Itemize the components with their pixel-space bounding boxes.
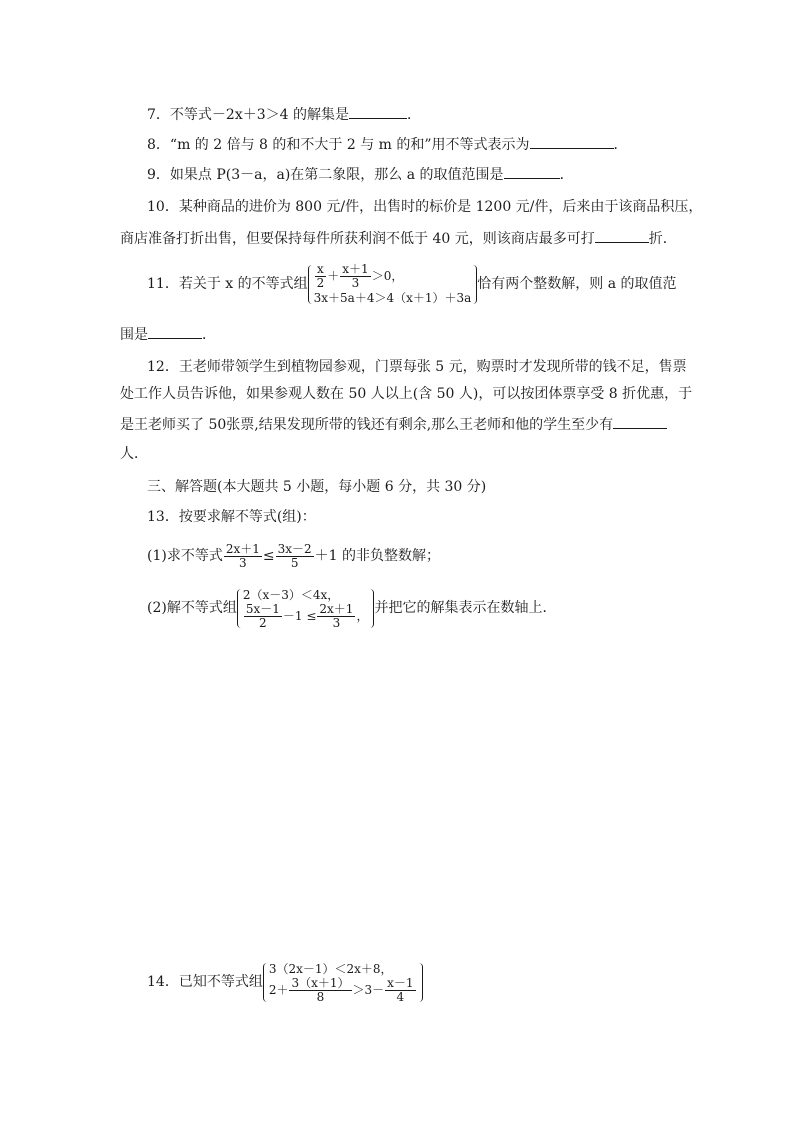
answer-blank: [530, 134, 614, 149]
question-11-prefix: 11．若关于 x 的不等式组: [147, 276, 308, 292]
question-11-line-2: 围是 ．: [120, 324, 216, 344]
question-7-text: 7．不等式－2x＋3＞4 的解集是: [147, 107, 349, 123]
question-7: 7．不等式－2x＋3＞4 的解集是 ．: [147, 104, 421, 124]
answer-blank: [148, 324, 202, 339]
question-12-line-3: 是王老师买了 50张票,结果发现所带的钱还有剩余,那么王老师和他的学生至少有: [120, 414, 667, 434]
answer-blank: [349, 104, 407, 119]
question-13-title: 13．按要求解不等式(组)：: [147, 509, 316, 525]
answer-blank: [613, 414, 667, 429]
inequality-system: $\frac{x}{2}$ ＋ $\frac{x+1}{3}$ ＞0， 3x＋5a＋4＞4（x＋1）＋3a: [308, 263, 478, 306]
question-10-line-1: 10．某种商品的进价为 800 元/件，出售时的标价是 1200 元/件，后来由于该商品积压，: [147, 199, 703, 215]
question-12-line-2: 处工作人员告诉他，如果参观人数在 50 人以上(含 50 人)，可以按团体票享受 8 折优惠，于: [120, 386, 693, 402]
inequality-system: 3（2x－1）＜2x＋8， 2＋ $\frac{3(x+1)}{8}$ ＞3－ $\frac{x-1}{4}$: [263, 961, 423, 1004]
answer-blank: [504, 164, 560, 179]
question-12-line-1: 12．王老师带领学生到植物园参观，门票每张 5 元，购票时才发现所带的钱不足，售票: [147, 359, 687, 375]
question-9: 9．如果点 P(3－a，a)在第二象限，那么 a 的取值范围是 ．: [147, 164, 574, 184]
question-8-text: 8．“m 的 2 倍与 8 的和不大于 2 与 m 的和”用不等式表示为: [147, 137, 530, 153]
question-11-suffix: 恰有两个整数解，则 a 的取值范: [477, 276, 677, 292]
question-13-part-1: (1)求不等式 $\frac{2x+1}{3}$ ≤ $\frac{3x-2}{5}$ ＋1 的非负整数解；: [147, 541, 441, 570]
question-14: 14．已知不等式组 3（2x－1）＜2x＋8， 2＋ $\frac{3(x+1)}{8}$ ＞3－ $\frac{x-1}{4}$: [147, 952, 423, 1012]
inequality-system: 2（x－3）＜4x， $\frac{5x-1}{2}$ －1 ≤ $\frac{2x+1}{3}$ ，: [237, 587, 375, 630]
question-12-line-4: 人．: [120, 446, 148, 462]
section-heading: 三、解答题(本大题共 5 小题，每小题 6 分，共 30 分): [147, 479, 487, 495]
question-8: 8．“m 的 2 倍与 8 的和不大于 2 与 m 的和”用不等式表示为 ．: [147, 134, 628, 154]
question-11: [147, 260, 677, 308]
question-9-text: 9．如果点 P(3－a，a)在第二象限，那么 a 的取值范围是: [147, 167, 504, 183]
question-13-part-2: (2)解不等式组 2（x－3）＜4x， $\frac{5x-1}{2}$ －1 ≤ $\frac{2x+1}{3}$ ， 并把它的解集表示在数轴上．: [147, 587, 557, 630]
question-10-line-2: 商店准备打折出售，但要保持每件所获利润不低于 40 元，则该商店最多可打 折．: [120, 228, 677, 248]
answer-blank: [595, 228, 649, 243]
